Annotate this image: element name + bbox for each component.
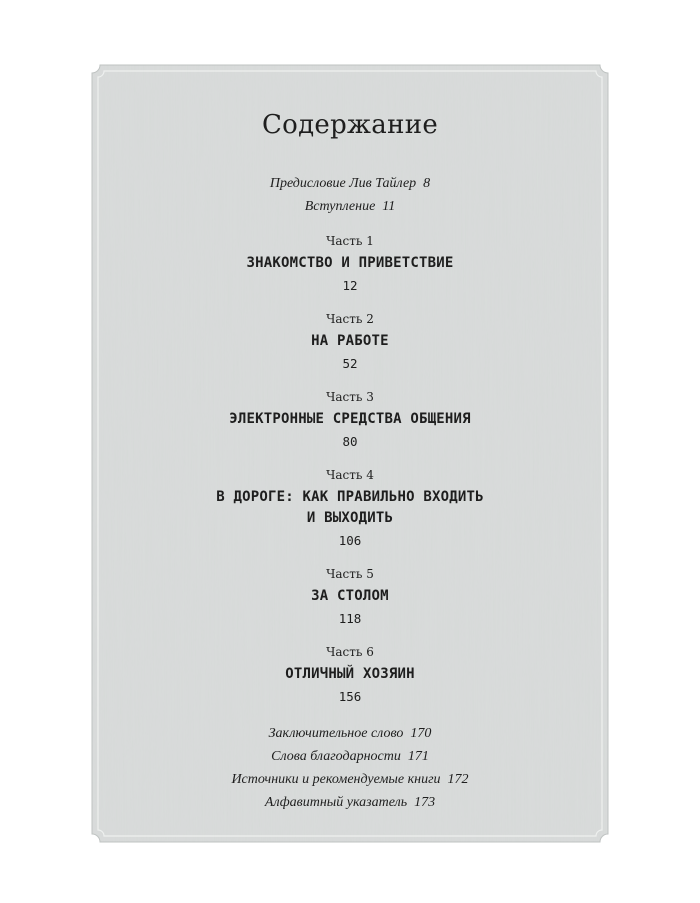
entry-label: Заключительное слово bbox=[268, 726, 404, 741]
toc-part-2 bbox=[90, 311, 610, 373]
toc-part-4 bbox=[90, 467, 610, 550]
entry-label: Алфавитный указатель bbox=[264, 795, 408, 810]
part-page-number: 106 bbox=[338, 533, 362, 548]
part-page-number: 156 bbox=[338, 689, 362, 704]
part-label: Часть 2 bbox=[326, 312, 374, 326]
entry-page: 8 bbox=[423, 176, 431, 191]
back-matter-entry bbox=[90, 722, 610, 745]
toc-part-5 bbox=[90, 566, 610, 628]
part-page-number: 52 bbox=[342, 356, 358, 371]
back-matter-entry bbox=[90, 768, 610, 791]
toc-title: Содержание bbox=[261, 110, 439, 140]
toc-part-3 bbox=[90, 389, 610, 451]
back-matter-list bbox=[90, 722, 610, 814]
part-label: Часть 5 bbox=[326, 567, 374, 581]
part-title: ЭЛЕКТРОННЫЕ СРЕДСТВА ОБЩЕНИЯ bbox=[229, 411, 471, 427]
part-title: В ДОРОГЕ: КАК ПРАВИЛЬНО ВХОДИТЬ И ВЫХОДИТЬ bbox=[216, 489, 484, 526]
entry-page: 171 bbox=[407, 749, 429, 764]
part-page-number: 118 bbox=[338, 611, 362, 626]
toc-part-1 bbox=[90, 233, 610, 295]
front-matter-entry bbox=[90, 172, 610, 195]
entry-page: 172 bbox=[447, 772, 469, 787]
part-label: Часть 6 bbox=[326, 645, 374, 659]
part-page-number: 12 bbox=[342, 278, 358, 293]
back-matter-entry bbox=[90, 745, 610, 768]
front-matter-list bbox=[90, 172, 610, 218]
toc-part-6 bbox=[90, 644, 610, 706]
toc-content bbox=[90, 108, 610, 814]
entry-label: Источники и рекомендуемые книги bbox=[231, 772, 441, 787]
front-matter-entry bbox=[90, 195, 610, 218]
part-title: ОТЛИЧНЫЙ ХОЗЯИН bbox=[285, 666, 415, 682]
entry-page: 170 bbox=[410, 726, 432, 741]
entry-page: 173 bbox=[414, 795, 436, 810]
part-label: Часть 3 bbox=[326, 390, 374, 404]
entry-label: Вступление bbox=[304, 199, 376, 214]
part-page-number: 80 bbox=[342, 434, 358, 449]
part-title: ЗА СТОЛОМ bbox=[311, 588, 389, 604]
back-matter-entry bbox=[90, 791, 610, 814]
entry-page: 11 bbox=[382, 199, 396, 214]
part-title: ЗНАКОМСТВО И ПРИВЕТСТВИЕ bbox=[246, 255, 454, 271]
part-label: Часть 1 bbox=[326, 234, 374, 248]
part-title: НА РАБОТЕ bbox=[311, 333, 389, 349]
entry-label: Слова благодарности bbox=[271, 749, 401, 764]
part-label: Часть 4 bbox=[326, 468, 374, 482]
entry-label: Предисловие Лив Тайлер bbox=[269, 176, 417, 191]
